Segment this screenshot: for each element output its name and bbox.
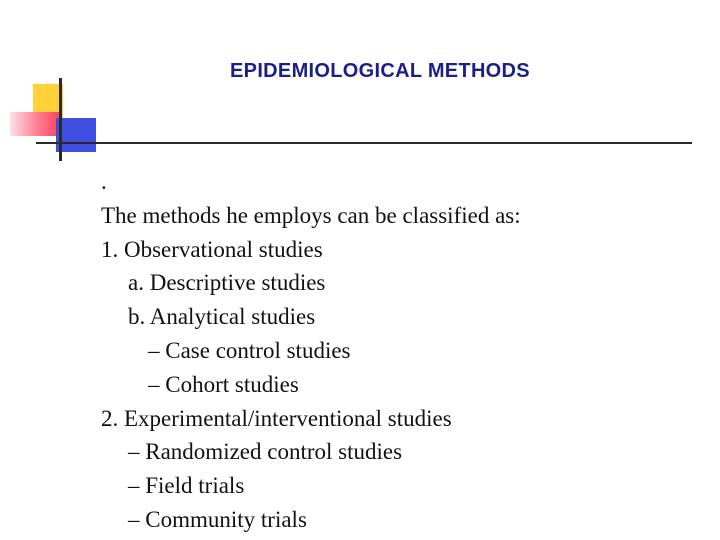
list-item-observational: 1. Observational studies: [101, 236, 323, 262]
body-line-intro: The methods he employs can be classified as:: [101, 202, 521, 228]
list-item-descriptive: a. Descriptive studies: [128, 270, 326, 296]
slide-body: [101, 165, 521, 537]
list-item-case-control: – Case control studies: [148, 337, 351, 363]
decorative-blue-square: [56, 118, 96, 152]
list-item-experimental: 2. Experimental/interventional studies: [101, 405, 452, 431]
list-item-field-trials: – Field trials: [128, 473, 245, 499]
decorative-red-square: [10, 112, 62, 136]
body-line-dot: .: [101, 169, 107, 194]
slide-title: EPIDEMIOLOGICAL METHODS: [230, 60, 530, 82]
list-item-randomized: – Randomized control studies: [128, 439, 403, 465]
list-item-community-trials: – Community trials: [128, 506, 307, 532]
title-underline-rule: [36, 142, 692, 144]
list-item-analytical: b. Analytical studies: [128, 304, 316, 330]
list-item-cohort: – Cohort studies: [148, 371, 299, 397]
decorative-vertical-rule: [59, 78, 62, 161]
